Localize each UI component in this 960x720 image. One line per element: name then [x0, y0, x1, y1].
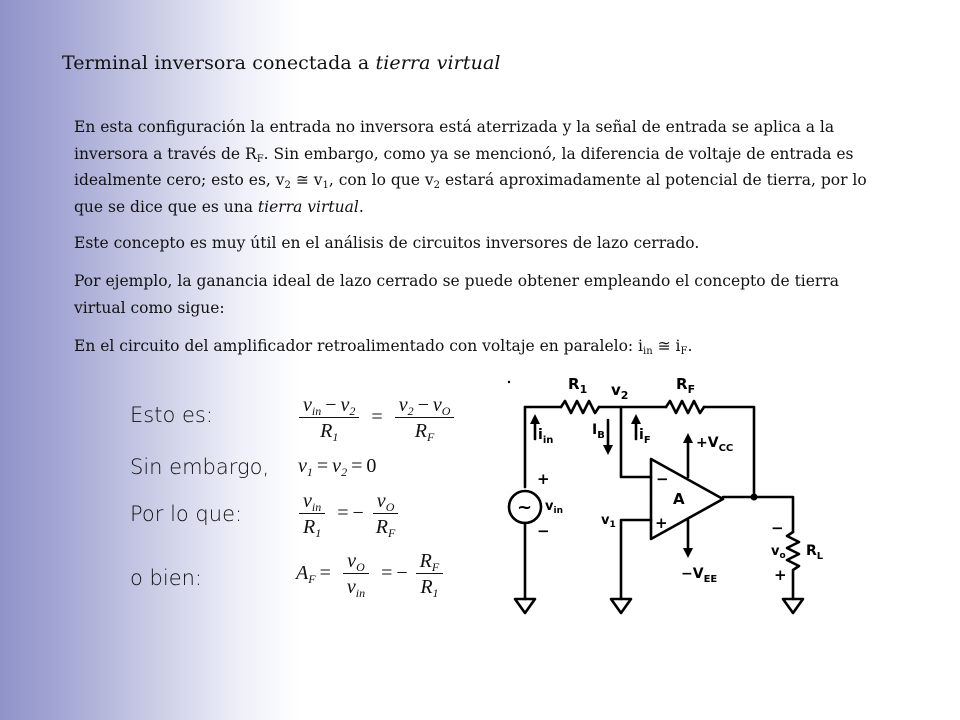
fraction-right: $\frac{v_2 - v_O}{R_F}$ [395, 394, 455, 443]
vcc-arrow-head [683, 433, 693, 443]
label-r1: $R_1$ [568, 375, 588, 396]
wire-noninverting [621, 520, 651, 599]
resistor-rf [666, 401, 704, 413]
p1-text-e: estará aproximadamente al potencial de tierra, por lo que se dice que es una [74, 171, 867, 216]
p4-text-a: En el circuito del amplificador retroalimentado con voltaje en paralelo: i [74, 337, 644, 355]
ground-right [783, 599, 803, 613]
paragraph-example: Por ejemplo, la ganancia ideal de lazo cerrado se puede obtener empleando el concepto de tierra virtual como sigue: [74, 272, 839, 317]
node-dot-output [751, 494, 758, 501]
p1-sub-d: 2 [433, 180, 441, 191]
equation-simplified: $\frac{v_{in}}{R_1}$ = − $\frac{v_O}{R_F}$ [296, 490, 402, 539]
label-por-lo-que: Por lo que: [130, 502, 243, 526]
ground-mid [611, 599, 631, 613]
p1-text-c: ≅ v [290, 171, 323, 189]
p1-sub-a: F [256, 153, 264, 165]
fraction-left: $\frac{v_{in} - v_2}{R_1}$ [299, 394, 359, 443]
label-iin: $i_{in}$ [538, 427, 554, 446]
paragraph-concept: Este concepto es muy útil en el análisis de circuitos inversores de lazo cerrado. [74, 234, 700, 252]
node-dot-top [508, 381, 510, 383]
label-v1: $v_1$ [601, 513, 616, 530]
p1-text-d: , con lo que v [328, 171, 434, 189]
label-rl-plus: + [774, 566, 787, 584]
arrow-iin-head [530, 414, 540, 424]
label-v2: $v_2$ [611, 381, 629, 402]
p4-text-b: ≅ i [652, 337, 681, 355]
equation-gain: $A_F$ = $\frac{v_O}{v_{in}}$ = − $\frac{R_F}{R_1}$ [296, 550, 446, 599]
paragraph-circuit [74, 333, 874, 360]
resistor-r1 [561, 401, 599, 413]
arrow-if-head [631, 414, 641, 424]
p1-sub-b: 2 [284, 180, 291, 191]
vee-arrow-head [683, 548, 693, 558]
equation-virtual-ground: $v_1 = v_2 = 0$ [298, 455, 377, 479]
p4-sub-a: in [643, 346, 653, 357]
label-rl: $R_L$ [806, 543, 824, 562]
arrow-ib-head [603, 445, 613, 455]
label-opamp-a: A [673, 490, 685, 508]
p1-italic: tierra virtual [257, 197, 359, 216]
label-rl-minus: − [771, 519, 784, 537]
label-if: $i_F$ [639, 427, 651, 446]
label-source-plus: + [537, 470, 550, 488]
title-italic: tierra virtual [375, 52, 501, 74]
resistor-rl [787, 532, 799, 599]
label-sin-embargo: Sin embargo, [130, 455, 270, 479]
inverting-amplifier-circuit [501, 367, 831, 632]
label-o-bien: o bien: [130, 566, 202, 590]
fraction-vin-r1: $\frac{v_{in}}{R_1}$ [299, 490, 325, 539]
source-tilde-icon: ~ [517, 497, 533, 518]
label-ib: $I_B$ [592, 422, 605, 441]
p1-text-a: En esta configuración la entrada no inversora está aterrizada y la señal de entrada se aplica a la inversora a través de R [74, 118, 835, 163]
paragraph-description [74, 114, 874, 220]
label-esto-es: Esto es: [130, 403, 213, 427]
fraction-rf-r1: $\frac{R_F}{R_1}$ [416, 550, 444, 599]
label-vo: $v_o$ [771, 544, 786, 561]
fraction-vo-rf: $\frac{v_O}{R_F}$ [372, 490, 400, 539]
side-gradient-band [0, 0, 300, 720]
title-main: Terminal inversora conectada a [62, 52, 376, 74]
label-vin: $v_{in}$ [545, 499, 563, 516]
equation-current-balance: $\frac{v_{in} - v_2}{R_1}$ = $\frac{v_2 - v_O}{R_F}$ [296, 394, 457, 443]
slide-title [62, 52, 501, 74]
label-vee: $-V_{EE}$ [681, 566, 718, 585]
label-rf: $R_F$ [676, 375, 696, 396]
label-inv-minus: − [656, 470, 669, 488]
label-source-minus: − [537, 522, 550, 540]
p1-end: . [358, 197, 364, 216]
label-noninv-plus: + [655, 514, 668, 532]
p4-sub-b: F [680, 346, 688, 357]
ground-left [515, 599, 535, 613]
p4-end: . [687, 337, 693, 355]
fraction-vo-vin: $\frac{v_O}{v_{in}}$ [343, 550, 369, 599]
p1-text-b: . Sin embargo, como ya se mencionó, la diferencia de voltaje de entrada es idealmente cero; esto es, v [74, 144, 854, 189]
p1-sub-c: 1 [322, 180, 329, 191]
label-vcc: $+V_{CC}$ [696, 435, 734, 454]
